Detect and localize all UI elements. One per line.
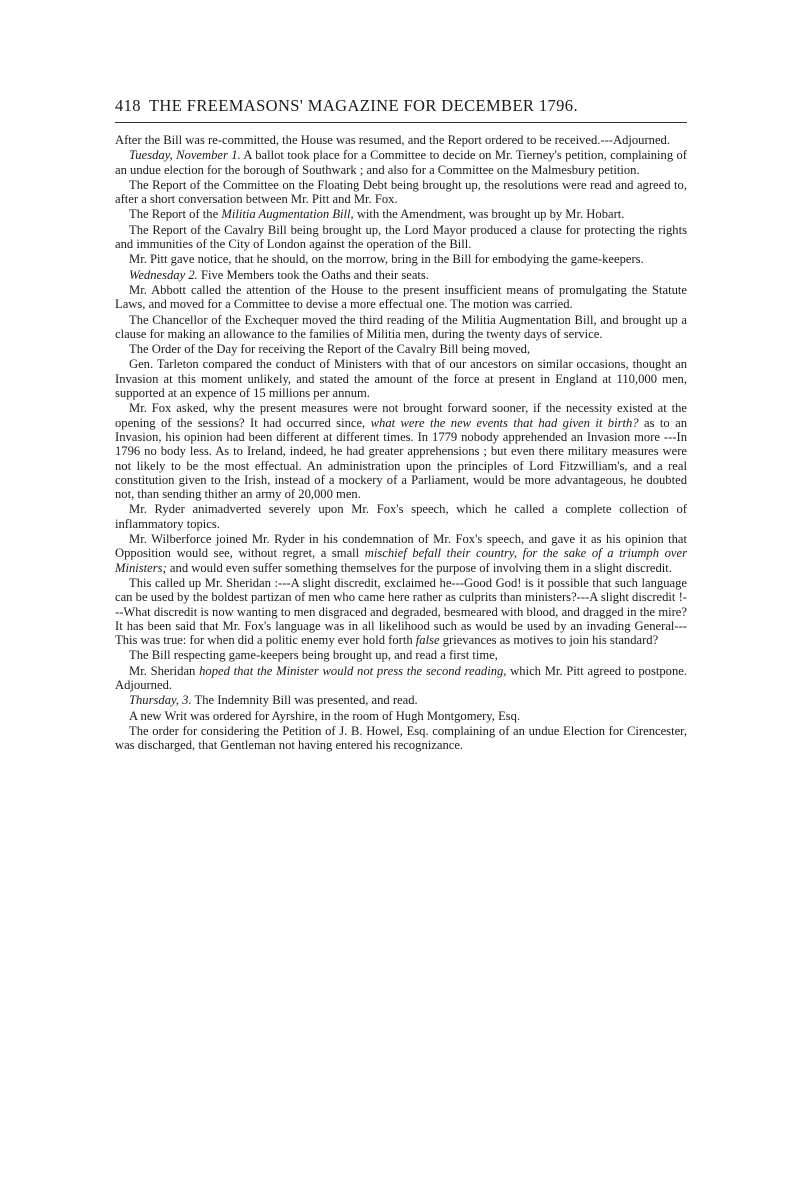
paragraph <box>115 133 687 147</box>
paragraph-text: Mr. Ryder animadverted severely upon Mr. Fox's speech, which he called a complete collection of inflammatory topics. <box>115 502 687 531</box>
italic-text: hoped that the Minister would not press the second reading, <box>199 663 507 678</box>
italic-text: Militia Augmentation Bill, <box>221 207 354 222</box>
paragraph <box>115 532 687 575</box>
paragraph <box>115 709 687 723</box>
paragraph-text: Mr. Abbott called the attention of the House to the present insufficient means of promulgating the Statute Laws, and moved for a Committee to devise a more effectual one. The motion was carried. <box>115 282 687 312</box>
italic-text: what were the new events that had given it birth? <box>370 415 639 430</box>
paragraph-text: which Mr. Pitt agreed to postpone. Adjourned. <box>115 663 687 692</box>
paragraph <box>115 342 687 356</box>
paragraph <box>115 357 687 400</box>
paragraph-text: The Order of the Day for receiving the Report of the Cavalry Bill being moved, <box>129 342 531 357</box>
paragraph-text: A new Writ was ordered for Ayrshire, in the room of Hugh Montgomery, Esq. <box>129 708 521 723</box>
paragraph-text: Mr. Wilberforce joined Mr. Ryder in his condemnation of Mr. Fox's speech, and gave it as his opinion that Opposition would see, without regret, a small <box>115 532 687 561</box>
date-heading: Thursday, 3. <box>129 693 192 708</box>
paragraph-text: The Indemnity Bill was presented, and read. <box>191 693 418 708</box>
article-body <box>115 133 687 752</box>
paragraph-text: Mr. Sheridan <box>129 663 200 678</box>
italic-text: mischief befall their country, for the sake of a triumph over Ministers; <box>115 546 688 575</box>
paragraph-text: The Bill respecting game-keepers being brought up, and read a first time, <box>129 648 498 663</box>
paragraph-text: The Report of the Cavalry Bill being brought up, the Lord Mayor produced a clause for protecting the rights and immunities of the City of London against the operation of the Bill. <box>115 222 687 252</box>
paragraph-text: The Chancellor of the Exchequer moved the third reading of the Militia Augmentation Bill, and brought up a clause for making an allowance to the families of Militia men, during the twenty days of service. <box>115 312 687 341</box>
paragraph <box>115 178 687 207</box>
paragraph-text: This called up Mr. Sheridan :---A slight discredit, exclaimed he---Good God! is it possible that such language can be used by the boldest partizan of men who came here rather as culprits than ministers?---A slight discredit !---What discredit is now wanting to men disgraced and degraded, besmeared with blood, and dragged in the mire? It has been said that Mr. Fox's language was in all likelihood such as would be used by an invading General---This was true: for when did a politic enemy ever hold forth <box>115 575 687 648</box>
paragraph <box>115 268 687 282</box>
paragraph <box>115 252 687 266</box>
paragraph <box>115 401 687 501</box>
running-title: THE FREEMASONS' MAGAZINE FOR DECEMBER 1796. <box>148 96 578 115</box>
paragraph-text: A ballot took place for a Committee to decide on Mr. Tierney's petition, complaining of an undue election for the borough of Southwark ; and also for a Committee on the Malmesbury petition. <box>115 148 688 177</box>
paragraph-text: The Report of the Committee on the Floating Debt being brought up, the resolutions were read and agreed to, after a short conversation between Mr. Pitt and Mr. Fox. <box>115 177 687 207</box>
paragraph-text: The order for considering the Petition of J. B. Howel, Esq. complaining of an undue Election for Cirencester, was discharged, that Gentleman not having entered his recognizance. <box>115 723 687 753</box>
paragraph <box>115 648 687 662</box>
paragraph-text: Gen. Tarleton compared the conduct of Ministers with that of our ancestors on similar occasions, thought an Invasion at this moment unlikely, and stated the amount of the force at present in England at 110,000 men, supported at an expence of 15 millions per annum. <box>115 357 687 401</box>
paragraph <box>115 664 687 693</box>
paragraph-text: grievances as motives to join his standard? <box>439 633 659 648</box>
paragraph-text: and would even suffer something themselves for the purpose of involving them in a slight discredit. <box>166 560 672 575</box>
paragraph <box>115 283 687 312</box>
date-heading: Wednesday 2. <box>129 267 198 282</box>
date-heading: Tuesday, November 1. <box>129 148 241 163</box>
paragraph-text: as to an Invasion, his opinion had been different at different times. In 1779 nobody apprehended an Invasion more ---In 1796 no body less. As to Ireland, indeed, he had greater apprehensions ; but even there military measures were not likely to be the most effectual. An administration upon the principles of Lord Fitzwilliam's, and a real constitution given to the Irish, instead of a mockery of a Parliament, would be more advantageous, he doubted not, than sending thither an army of 20,000 men. <box>115 415 688 502</box>
paragraph-text: The Report of the <box>129 207 222 222</box>
paragraph-text: After the Bill was re-committed, the House was resumed, and the Report ordered to be received.---Adjourned. <box>115 133 670 147</box>
running-header <box>115 96 687 123</box>
paragraph <box>115 207 687 221</box>
paragraph-text: Mr. Fox asked, why the present measures were not brought forward sooner, if the necessity existed at the opening of the sessions? It had occurred since, <box>115 401 687 430</box>
page-number: 418 <box>115 96 141 115</box>
paragraph-text: Five Members took the Oaths and their seats. <box>197 267 429 282</box>
paragraph <box>115 502 687 531</box>
paragraph-text: Mr. Pitt gave notice, that he should, on the morrow, bring in the Bill for embodying the game-keepers. <box>129 252 644 267</box>
paragraph <box>115 693 687 707</box>
paragraph <box>115 223 687 252</box>
paragraph <box>115 313 687 342</box>
paragraph <box>115 724 687 753</box>
paragraph <box>115 576 687 647</box>
italic-text: false <box>415 633 440 648</box>
paragraph <box>115 148 687 177</box>
paragraph-text: with the Amendment, was brought up by Mr. Hobart. <box>353 207 625 222</box>
